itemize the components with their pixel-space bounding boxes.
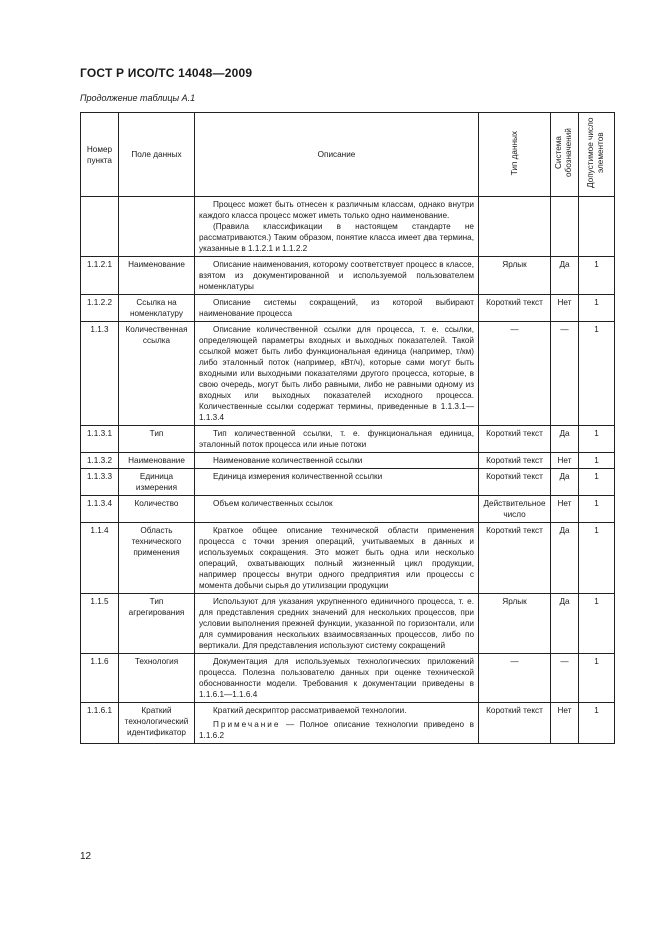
row-number: 1.1.3.3: [81, 469, 119, 496]
row-notation-system: —: [551, 654, 579, 703]
row-element-count: [579, 197, 615, 257]
row-description: [195, 469, 479, 496]
table-row: [81, 496, 615, 523]
row-element-count: 1: [579, 426, 615, 453]
row-element-count: 1: [579, 295, 615, 322]
header-desc: Описание: [195, 113, 479, 197]
row-notation-system: Нет: [551, 703, 579, 744]
row-element-count: 1: [579, 469, 615, 496]
row-data-type: Действительное число: [479, 496, 551, 523]
row-field-name: Количественная ссылка: [119, 322, 195, 426]
row-field-name: [119, 197, 195, 257]
row-notation-system: Нет: [551, 295, 579, 322]
note-label: Примечание: [213, 720, 281, 729]
row-element-count: 1: [579, 257, 615, 295]
header-type-label: Тип данных: [509, 130, 519, 176]
description-paragraph: Тип количественной ссылки, т. е. функциональная единица, эталонный поток процесса или иные потоки: [199, 429, 474, 449]
table-row: [81, 295, 615, 322]
table-row: [81, 703, 615, 744]
description-paragraph: Используют для указания укрупненного единичного процесса, т. е. для представления средних значений для нескольких процессов, при условии выполнения прежней функции, указанной по горизонтали, или для суммирования нескольких взаимосвязанных процессов, либо по вертикали. Для представления используют систему сокращений: [199, 597, 474, 650]
note-text: — Полное описание технологии приведено в 1.1.6.2: [199, 720, 474, 740]
description-note: [199, 719, 474, 741]
row-data-type: Короткий текст: [479, 295, 551, 322]
row-field-name: Наименование: [119, 257, 195, 295]
row-data-type: Короткий текст: [479, 453, 551, 469]
table-row: [81, 469, 615, 496]
data-table: [80, 112, 615, 744]
description-paragraph: Описание наименования, которому соответствует процесс в классе, взятом из документированной и используемой пользователем номенклатуры: [199, 260, 474, 291]
row-number: 1.1.6.1: [81, 703, 119, 744]
row-number: 1.1.6: [81, 654, 119, 703]
row-notation-system: Да: [551, 257, 579, 295]
row-data-type: Короткий текст: [479, 426, 551, 453]
row-number: 1.1.3.4: [81, 496, 119, 523]
row-description: [195, 257, 479, 295]
row-element-count: 1: [579, 594, 615, 654]
row-number: 1.1.5: [81, 594, 119, 654]
description-paragraph: Краткое общее описание технической области применения процесса с точки зрения операций, учитываемых в данных и используемых сокращения. Это может быть одна или несколько операций, охватывающих полный жизненный цикл продукции, например процессы внутри одного предприятия или процессы с момента добычи сырья до утилизации продукции: [199, 526, 474, 590]
row-element-count: 1: [579, 654, 615, 703]
description-paragraph: Описание системы сокращений, из которой выбирают наименование процесса: [199, 298, 474, 318]
row-data-type: [479, 197, 551, 257]
row-description: [195, 594, 479, 654]
row-notation-system: Нет: [551, 496, 579, 523]
table-header-row: [81, 113, 615, 197]
description-paragraph: Объем количественных ссылок: [213, 499, 333, 508]
description-paragraph: Документация для используемых технологических приложений процесса. Полезна пользователю данных при оценке технической обоснованности модели. Требования к документации приведены в 1.1.6.1—1.1.6.4: [199, 657, 474, 699]
row-field-name: Технология: [119, 654, 195, 703]
table-row: [81, 654, 615, 703]
row-field-name: Ссылка на номенклатуру: [119, 295, 195, 322]
row-element-count: 1: [579, 453, 615, 469]
header-count-label: Допустимое число элементов: [585, 117, 605, 189]
description-paragraph: (Правила классификации в настоящем стандарте не рассматриваются.) Таким образом, понятие класса имеет два термина, указанные в 1.1.2.1 и 1.1.2.2: [199, 222, 474, 253]
table-row: [81, 594, 615, 654]
row-data-type: Короткий текст: [479, 703, 551, 744]
row-element-count: 1: [579, 496, 615, 523]
row-description: [195, 197, 479, 257]
row-field-name: Область технического применения: [119, 523, 195, 594]
table-caption: Продолжение таблицы А.1: [80, 93, 196, 103]
row-element-count: 1: [579, 322, 615, 426]
row-number: 1.1.3.2: [81, 453, 119, 469]
row-field-name: Тип: [119, 426, 195, 453]
header-count: [579, 113, 615, 197]
row-notation-system: Да: [551, 426, 579, 453]
row-description: [195, 295, 479, 322]
row-element-count: 1: [579, 703, 615, 744]
row-data-type: —: [479, 322, 551, 426]
row-description: [195, 523, 479, 594]
description-paragraph: Краткий дескриптор рассматриваемой технологии.: [213, 706, 407, 715]
row-description: [195, 703, 479, 744]
row-notation-system: Да: [551, 594, 579, 654]
description-paragraph: Наименование количественной ссылки: [213, 456, 363, 465]
row-notation-system: Да: [551, 469, 579, 496]
row-description: [195, 496, 479, 523]
row-description: [195, 322, 479, 426]
row-field-name: Краткий технологический идентификатор: [119, 703, 195, 744]
table-row: [81, 523, 615, 594]
row-number: 1.1.2.2: [81, 295, 119, 322]
row-data-type: —: [479, 654, 551, 703]
row-description: [195, 426, 479, 453]
header-type: [479, 113, 551, 197]
document-header: ГОСТ Р ИСО/ТС 14048—2009: [80, 66, 253, 80]
row-data-type: Короткий текст: [479, 523, 551, 594]
row-description: [195, 453, 479, 469]
row-notation-system: [551, 197, 579, 257]
row-field-name: Единица измерения: [119, 469, 195, 496]
table-row: [81, 453, 615, 469]
row-data-type: Ярлык: [479, 594, 551, 654]
row-number: 1.1.4: [81, 523, 119, 594]
header-num: Номер пункта: [81, 113, 119, 197]
row-notation-system: —: [551, 322, 579, 426]
table-row: [81, 257, 615, 295]
row-number: [81, 197, 119, 257]
header-system: [551, 113, 579, 197]
row-notation-system: Да: [551, 523, 579, 594]
row-number: 1.1.3.1: [81, 426, 119, 453]
row-data-type: Ярлык: [479, 257, 551, 295]
row-number: 1.1.2.1: [81, 257, 119, 295]
description-paragraph: Единица измерения количественной ссылки: [213, 472, 383, 481]
row-number: 1.1.3: [81, 322, 119, 426]
header-field: Поле данных: [119, 113, 195, 197]
description-paragraph: Описание количественной ссылки для процесса, т. е. ссылки, определяющей параметры входных и выходных показателей. Такой ссылкой может быть либо функциональная единица (например, т/км) либо эталонный поток (например, кВт/ч), которые сами могут быть входными или выходными показателями другого процесса, которые, в свою очередь, могут быть либо равными, либо не равными одному из входных или выходных показателей исходного процесса. Количественные ссылки содержат термины, приведенные в 1.1.3.1—1.1.3.4: [199, 325, 474, 422]
table-row: [81, 426, 615, 453]
row-field-name: Количество: [119, 496, 195, 523]
row-data-type: Короткий текст: [479, 469, 551, 496]
header-system-label: Система обозначений: [553, 128, 573, 178]
table-row: [81, 322, 615, 426]
row-description: [195, 654, 479, 703]
table-row: [81, 197, 615, 257]
row-notation-system: Нет: [551, 453, 579, 469]
row-field-name: Тип агрегирования: [119, 594, 195, 654]
page-number: 12: [80, 851, 92, 862]
row-element-count: 1: [579, 523, 615, 594]
description-paragraph: Процесс может быть отнесен к различным классам, однако внутри каждого класса процесс может иметь только одно наименование.: [199, 200, 474, 220]
row-field-name: Наименование: [119, 453, 195, 469]
